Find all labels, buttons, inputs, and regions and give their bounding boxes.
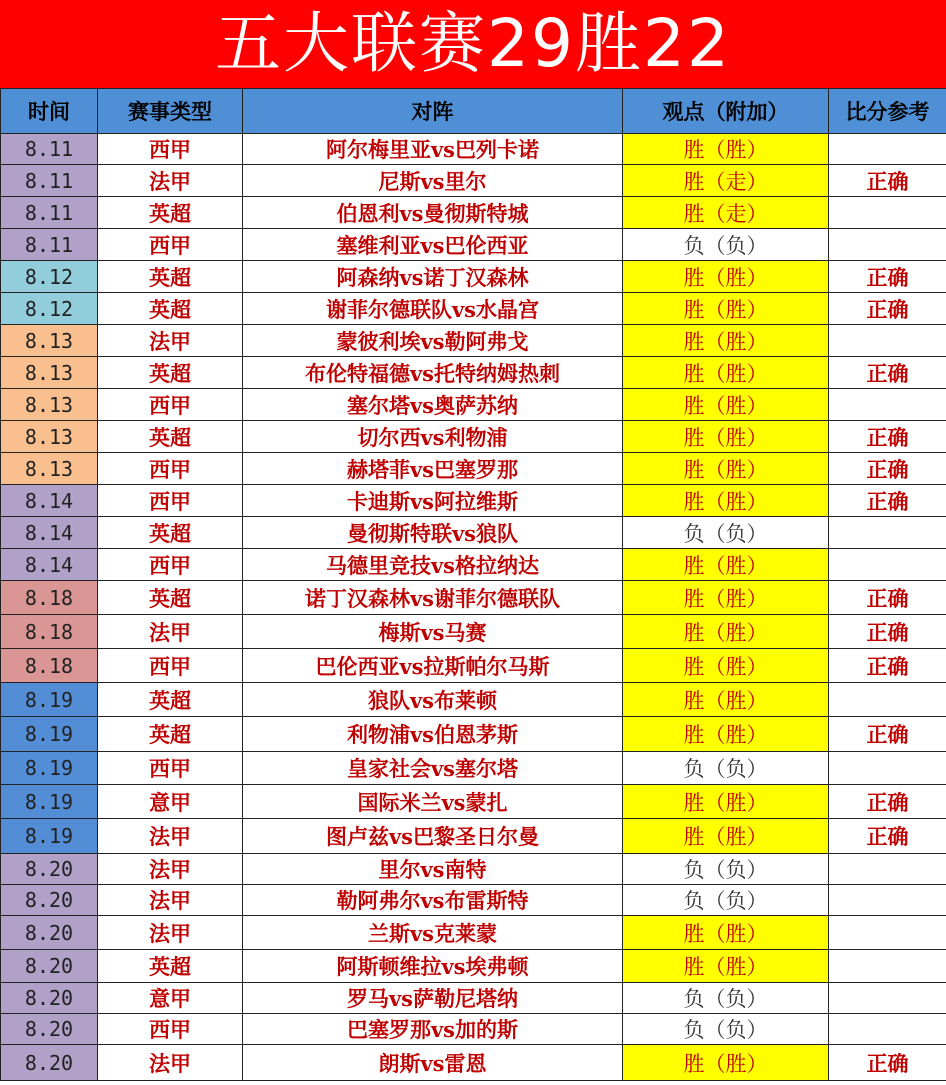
- row-date: 8.13: [1, 389, 98, 421]
- row-view: 负（负）: [623, 229, 829, 261]
- row-league: 西甲: [98, 134, 243, 165]
- row-score: 正确: [829, 785, 946, 819]
- row-league: 法甲: [98, 325, 243, 357]
- row-view: 胜（胜）: [623, 389, 829, 421]
- row-league: 英超: [98, 683, 243, 717]
- row-view: 胜（胜）: [623, 916, 829, 950]
- row-score: [829, 752, 946, 785]
- row-match: 皇家社会vs塞尔塔: [243, 752, 623, 785]
- row-view: 胜（胜）: [623, 785, 829, 819]
- row-league: 英超: [98, 517, 243, 549]
- row-score: [829, 683, 946, 717]
- row-league: 英超: [98, 717, 243, 752]
- row-score: [829, 916, 946, 950]
- row-view: 胜（胜）: [623, 293, 829, 325]
- row-league: 英超: [98, 261, 243, 293]
- row-league: 西甲: [98, 229, 243, 261]
- row-view: 胜（胜）: [623, 1045, 829, 1081]
- row-match: 巴塞罗那vs加的斯: [243, 1014, 623, 1045]
- row-score: 正确: [829, 165, 946, 197]
- row-date: 8.19: [1, 785, 98, 819]
- row-view: 胜（胜）: [623, 261, 829, 293]
- row-view: 胜（走）: [623, 197, 829, 229]
- row-match: 曼彻斯特联vs狼队: [243, 517, 623, 549]
- row-score: [829, 854, 946, 885]
- row-view: 负（负）: [623, 1014, 829, 1045]
- row-date: 8.13: [1, 421, 98, 453]
- header-row: [1, 89, 946, 134]
- row-score: [829, 1014, 946, 1045]
- table-row: [1, 549, 946, 581]
- row-score: 正确: [829, 453, 946, 485]
- row-score: [829, 983, 946, 1014]
- row-view: 胜（胜）: [623, 549, 829, 581]
- row-view: 胜（胜）: [623, 615, 829, 649]
- row-match: 阿尔梅里亚vs巴列卡诺: [243, 134, 623, 165]
- row-match: 马德里竞技vs格拉纳达: [243, 549, 623, 581]
- row-score: 正确: [829, 293, 946, 325]
- row-view: 胜（胜）: [623, 819, 829, 854]
- table-row: [1, 717, 946, 752]
- row-view: 胜（胜）: [623, 134, 829, 165]
- table-row: [1, 421, 946, 453]
- row-date: 8.14: [1, 517, 98, 549]
- row-date: 8.13: [1, 357, 98, 389]
- row-league: 意甲: [98, 785, 243, 819]
- table-row: [1, 357, 946, 389]
- row-match: 国际米兰vs蒙扎: [243, 785, 623, 819]
- row-date: 8.19: [1, 819, 98, 854]
- row-score: 正确: [829, 819, 946, 854]
- table-row: [1, 885, 946, 916]
- row-view: 胜（胜）: [623, 581, 829, 615]
- row-league: 法甲: [98, 165, 243, 197]
- header-time: 时间: [1, 89, 98, 134]
- row-date: 8.18: [1, 649, 98, 683]
- table-row: [1, 389, 946, 421]
- row-view: 胜（胜）: [623, 325, 829, 357]
- row-league: 法甲: [98, 819, 243, 854]
- row-match: 布伦特福德vs托特纳姆热刺: [243, 357, 623, 389]
- row-match: 勒阿弗尔vs布雷斯特: [243, 885, 623, 916]
- table-row: [1, 950, 946, 983]
- row-score: [829, 229, 946, 261]
- row-view: 胜（胜）: [623, 950, 829, 983]
- row-date: 8.11: [1, 165, 98, 197]
- row-view: 负（负）: [623, 983, 829, 1014]
- table-row: [1, 1014, 946, 1045]
- table-row: [1, 916, 946, 950]
- row-date: 8.14: [1, 485, 98, 517]
- header-view: 观点（附加）: [623, 89, 829, 134]
- row-view: 胜（胜）: [623, 717, 829, 752]
- table-row: [1, 453, 946, 485]
- row-date: 8.20: [1, 916, 98, 950]
- row-date: 8.12: [1, 293, 98, 325]
- row-match: 伯恩利vs曼彻斯特城: [243, 197, 623, 229]
- row-score: 正确: [829, 421, 946, 453]
- row-score: 正确: [829, 615, 946, 649]
- row-score: 正确: [829, 1045, 946, 1081]
- row-view: 胜（胜）: [623, 453, 829, 485]
- row-match: 罗马vs萨勒尼塔纳: [243, 983, 623, 1014]
- row-score: [829, 517, 946, 549]
- row-score: 正确: [829, 717, 946, 752]
- table-row: [1, 854, 946, 885]
- row-league: 英超: [98, 357, 243, 389]
- row-match: 赫塔菲vs巴塞罗那: [243, 453, 623, 485]
- row-match: 塞维利亚vs巴伦西亚: [243, 229, 623, 261]
- row-score: [829, 549, 946, 581]
- row-match: 朗斯vs雷恩: [243, 1045, 623, 1081]
- row-match: 尼斯vs里尔: [243, 165, 623, 197]
- row-match: 塞尔塔vs奥萨苏纳: [243, 389, 623, 421]
- table-body: [1, 134, 946, 1081]
- row-score: 正确: [829, 649, 946, 683]
- table-row: [1, 293, 946, 325]
- row-match: 谢菲尔德联队vs水晶宫: [243, 293, 623, 325]
- row-view: 胜（胜）: [623, 485, 829, 517]
- row-date: 8.14: [1, 549, 98, 581]
- row-league: 意甲: [98, 983, 243, 1014]
- row-league: 西甲: [98, 485, 243, 517]
- row-match: 阿斯顿维拉vs埃弗顿: [243, 950, 623, 983]
- table-row: [1, 1045, 946, 1081]
- row-view: 胜（胜）: [623, 683, 829, 717]
- row-league: 西甲: [98, 649, 243, 683]
- row-league: 西甲: [98, 549, 243, 581]
- row-match: 切尔西vs利物浦: [243, 421, 623, 453]
- header-score: 比分参考: [829, 89, 946, 134]
- row-match: 狼队vs布莱顿: [243, 683, 623, 717]
- row-score: [829, 325, 946, 357]
- row-match: 巴伦西亚vs拉斯帕尔马斯: [243, 649, 623, 683]
- row-league: 法甲: [98, 1045, 243, 1081]
- row-date: 8.11: [1, 197, 98, 229]
- row-league: 西甲: [98, 752, 243, 785]
- row-view: 胜（走）: [623, 165, 829, 197]
- table-row: [1, 229, 946, 261]
- row-league: 法甲: [98, 854, 243, 885]
- row-date: 8.11: [1, 229, 98, 261]
- row-date: 8.19: [1, 752, 98, 785]
- row-date: 8.18: [1, 615, 98, 649]
- row-date: 8.20: [1, 1014, 98, 1045]
- table-row: [1, 649, 946, 683]
- row-view: 负（负）: [623, 517, 829, 549]
- row-score: 正确: [829, 485, 946, 517]
- row-match: 梅斯vs马赛: [243, 615, 623, 649]
- row-match: 诺丁汉森林vs谢菲尔德联队: [243, 581, 623, 615]
- page-title: 五大联赛29胜22: [0, 0, 946, 88]
- table-row: [1, 165, 946, 197]
- row-view: 胜（胜）: [623, 421, 829, 453]
- row-score: [829, 134, 946, 165]
- row-score: 正确: [829, 357, 946, 389]
- table-row: [1, 581, 946, 615]
- row-league: 英超: [98, 950, 243, 983]
- row-date: 8.19: [1, 717, 98, 752]
- row-score: 正确: [829, 581, 946, 615]
- row-league: 法甲: [98, 916, 243, 950]
- row-league: 英超: [98, 293, 243, 325]
- row-league: 英超: [98, 197, 243, 229]
- row-date: 8.20: [1, 885, 98, 916]
- row-date: 8.13: [1, 325, 98, 357]
- table-row: [1, 615, 946, 649]
- row-match: 阿森纳vs诺丁汉森林: [243, 261, 623, 293]
- row-score: [829, 950, 946, 983]
- table-row: [1, 785, 946, 819]
- row-view: 胜（胜）: [623, 357, 829, 389]
- row-date: 8.18: [1, 581, 98, 615]
- table-row: [1, 485, 946, 517]
- row-league: 法甲: [98, 615, 243, 649]
- row-date: 8.19: [1, 683, 98, 717]
- row-match: 兰斯vs克莱蒙: [243, 916, 623, 950]
- row-view: 负（负）: [623, 854, 829, 885]
- row-match: 里尔vs南特: [243, 854, 623, 885]
- table-row: [1, 752, 946, 785]
- header-league: 赛事类型: [98, 89, 243, 134]
- row-match: 利物浦vs伯恩茅斯: [243, 717, 623, 752]
- row-score: [829, 389, 946, 421]
- row-league: 法甲: [98, 885, 243, 916]
- table-row: [1, 819, 946, 854]
- row-league: 英超: [98, 581, 243, 615]
- row-score: 正确: [829, 261, 946, 293]
- row-date: 8.20: [1, 983, 98, 1014]
- table-row: [1, 983, 946, 1014]
- table-row: [1, 683, 946, 717]
- header-match: 对阵: [243, 89, 623, 134]
- row-league: 西甲: [98, 389, 243, 421]
- row-league: 西甲: [98, 1014, 243, 1045]
- row-date: 8.20: [1, 1045, 98, 1081]
- row-match: 蒙彼利埃vs勒阿弗戈: [243, 325, 623, 357]
- row-league: 西甲: [98, 453, 243, 485]
- row-date: 8.11: [1, 134, 98, 165]
- row-date: 8.13: [1, 453, 98, 485]
- row-date: 8.20: [1, 950, 98, 983]
- row-view: 胜（胜）: [623, 649, 829, 683]
- row-match: 图卢兹vs巴黎圣日尔曼: [243, 819, 623, 854]
- row-match: 卡迪斯vs阿拉维斯: [243, 485, 623, 517]
- row-date: 8.20: [1, 854, 98, 885]
- results-table: [0, 88, 946, 1081]
- row-view: 负（负）: [623, 885, 829, 916]
- table-row: [1, 197, 946, 229]
- row-score: [829, 197, 946, 229]
- row-score: [829, 885, 946, 916]
- table-row: [1, 325, 946, 357]
- table-row: [1, 517, 946, 549]
- table-row: [1, 261, 946, 293]
- row-league: 英超: [98, 421, 243, 453]
- row-view: 负（负）: [623, 752, 829, 785]
- table-row: [1, 134, 946, 165]
- row-date: 8.12: [1, 261, 98, 293]
